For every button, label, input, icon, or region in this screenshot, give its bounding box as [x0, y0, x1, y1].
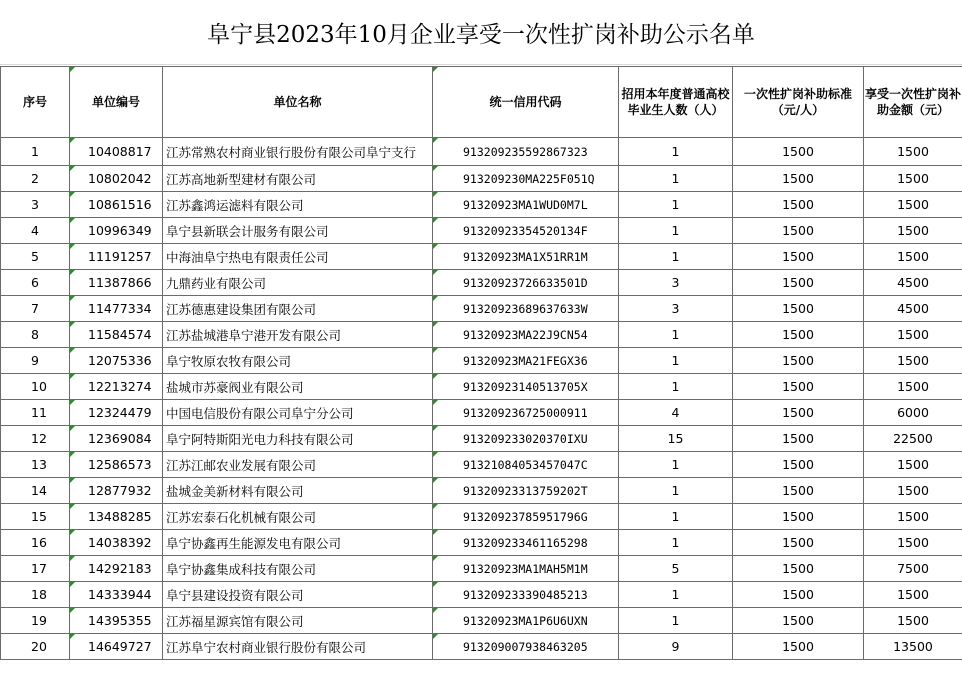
cell-credit[interactable]: 91320923785951796G	[433, 504, 619, 530]
cell-code[interactable]: 10802042	[70, 166, 163, 192]
cell-credit[interactable]: 913209230MA225F051Q	[433, 166, 619, 192]
cell-credit[interactable]: 91320923559286732З	[433, 138, 619, 166]
cell-standard[interactable]: 1500	[733, 400, 864, 426]
header-name[interactable]: 单位名称	[163, 67, 433, 138]
cell-count[interactable]: 9	[619, 634, 733, 660]
header-no[interactable]: 序号	[1, 67, 70, 138]
cell-name[interactable]: 江苏宏泰石化机械有限公司	[163, 504, 433, 530]
cell-credit[interactable]: 91320923MA1X51RR1M	[433, 244, 619, 270]
cell-name[interactable]: 江苏阜宁农村商业银行股份有限公司	[163, 634, 433, 660]
cell-credit[interactable]: 91321084053457047C	[433, 452, 619, 478]
cell-code[interactable]: 14292183	[70, 556, 163, 582]
cell-name[interactable]: 阜宁协鑫再生能源发电有限公司	[163, 530, 433, 556]
cell-amount[interactable]: 1500	[864, 504, 962, 530]
table-row	[1, 218, 962, 244]
cell-code[interactable]: 12369084	[70, 426, 163, 452]
cell-no[interactable]: 7	[1, 296, 70, 322]
cell-no[interactable]: 4	[1, 218, 70, 244]
cell-credit[interactable]: 913209233461165298	[433, 530, 619, 556]
cell-count[interactable]: 1	[619, 192, 733, 218]
cell-code[interactable]: 11477334	[70, 296, 163, 322]
cell-amount[interactable]: 1500	[864, 244, 962, 270]
header-count[interactable]: 招用本年度普通高校毕业生人数（人）	[619, 67, 733, 138]
cell-credit[interactable]: 913209233545201З4F	[433, 218, 619, 244]
cell-standard[interactable]: 1500	[733, 322, 864, 348]
table-row	[1, 166, 962, 192]
cell-amount[interactable]: 1500	[864, 452, 962, 478]
cell-no[interactable]: 1	[1, 138, 70, 166]
cell-code[interactable]: 12213274	[70, 374, 163, 400]
cell-amount[interactable]: 7500	[864, 556, 962, 582]
cell-name[interactable]: 中海油阜宁热电有限责任公司	[163, 244, 433, 270]
cell-standard[interactable]: 1500	[733, 478, 864, 504]
cell-no[interactable]: 11	[1, 400, 70, 426]
cell-credit[interactable]: 91320923313759202T	[433, 478, 619, 504]
cell-count[interactable]: 4	[619, 400, 733, 426]
table-row	[1, 270, 962, 296]
cell-name[interactable]: 九鼎药业有限公司	[163, 270, 433, 296]
cell-code[interactable]: 10996349	[70, 218, 163, 244]
cell-name[interactable]: 江苏常熟农村商业银行股份有限公司阜宁支行	[163, 138, 433, 166]
cell-count[interactable]: 3	[619, 270, 733, 296]
table-row	[1, 608, 962, 634]
cell-no[interactable]: 5	[1, 244, 70, 270]
cell-no[interactable]: 3	[1, 192, 70, 218]
cell-count[interactable]: 1	[619, 478, 733, 504]
cell-credit[interactable]: 91320923726633501D	[433, 270, 619, 296]
cell-standard[interactable]: 1500	[733, 244, 864, 270]
cell-name[interactable]: 江苏江邮农业发展有限公司	[163, 452, 433, 478]
cell-amount[interactable]: 4500	[864, 296, 962, 322]
cell-count[interactable]: 1	[619, 348, 733, 374]
cell-amount[interactable]: 1500	[864, 530, 962, 556]
cell-amount[interactable]: 1500	[864, 322, 962, 348]
table-row	[1, 192, 962, 218]
cell-amount[interactable]: 1500	[864, 608, 962, 634]
cell-credit[interactable]: 91320923140513705X	[433, 374, 619, 400]
cell-standard[interactable]: 1500	[733, 556, 864, 582]
cell-name[interactable]: 盐城金美新材料有限公司	[163, 478, 433, 504]
cell-no[interactable]: 9	[1, 348, 70, 374]
table-row	[1, 244, 962, 270]
cell-standard[interactable]: 1500	[733, 296, 864, 322]
table-row	[1, 478, 962, 504]
cell-no[interactable]: 2	[1, 166, 70, 192]
cell-code[interactable]: 11387866	[70, 270, 163, 296]
cell-no[interactable]: 12	[1, 426, 70, 452]
cell-name[interactable]: 江苏高地新型建材有限公司	[163, 166, 433, 192]
cell-name[interactable]: 阜宁牧原农牧有限公司	[163, 348, 433, 374]
cell-standard[interactable]: 1500	[733, 504, 864, 530]
cell-code[interactable]: 14038392	[70, 530, 163, 556]
cell-no[interactable]: 14	[1, 478, 70, 504]
cell-credit[interactable]: 91320923MA1MAH5M1M	[433, 556, 619, 582]
cell-standard[interactable]: 1500	[733, 270, 864, 296]
cell-code[interactable]: 12324479	[70, 400, 163, 426]
cell-credit[interactable]: 913209233390485213	[433, 582, 619, 608]
table-row	[1, 504, 962, 530]
table-row	[1, 374, 962, 400]
cell-standard[interactable]: 1500	[733, 582, 864, 608]
table-row	[1, 452, 962, 478]
cell-code[interactable]: 14395355	[70, 608, 163, 634]
table-row	[1, 348, 962, 374]
cell-name[interactable]: 中国电信股份有限公司阜宁分公司	[163, 400, 433, 426]
cell-amount[interactable]: 1500	[864, 218, 962, 244]
cell-name[interactable]: 江苏福星源宾馆有限公司	[163, 608, 433, 634]
table-row	[1, 322, 962, 348]
cell-code[interactable]: 12877932	[70, 478, 163, 504]
cell-amount[interactable]: 1500	[864, 478, 962, 504]
cell-credit[interactable]: 913209007938463205	[433, 634, 619, 660]
cell-count[interactable]: 1	[619, 138, 733, 166]
table-row	[1, 530, 962, 556]
cell-credit[interactable]: 913209236725000911	[433, 400, 619, 426]
table-row	[1, 582, 962, 608]
table-row	[1, 296, 962, 322]
subsidy-table	[0, 66, 962, 660]
cell-count[interactable]: 1	[619, 504, 733, 530]
cell-name[interactable]: 江苏德惠建设集团有限公司	[163, 296, 433, 322]
cell-amount[interactable]: 1500	[864, 348, 962, 374]
cell-standard[interactable]: 1500	[733, 426, 864, 452]
header-standard[interactable]: 一次性扩岗补助标准（元/人）	[733, 67, 864, 138]
header-amount[interactable]: 享受一次性扩岗补助金额（元）	[864, 67, 962, 138]
table-row	[1, 426, 962, 452]
cell-count[interactable]: 1	[619, 244, 733, 270]
cell-no[interactable]: 6	[1, 270, 70, 296]
cell-count[interactable]: 1	[619, 322, 733, 348]
cell-count[interactable]: 1	[619, 166, 733, 192]
cell-count[interactable]: 5	[619, 556, 733, 582]
cell-standard[interactable]: 1500	[733, 192, 864, 218]
cell-no[interactable]: 8	[1, 322, 70, 348]
header-row	[1, 67, 962, 138]
cell-standard[interactable]: 1500	[733, 348, 864, 374]
cell-standard[interactable]: 1500	[733, 634, 864, 660]
cell-no[interactable]: 16	[1, 530, 70, 556]
cell-name[interactable]: 阜宁县建设投资有限公司	[163, 582, 433, 608]
cell-code[interactable]: 12075336	[70, 348, 163, 374]
header-code[interactable]: 单位编号	[70, 67, 163, 138]
cell-code[interactable]: 14333944	[70, 582, 163, 608]
cell-code[interactable]: 13488285	[70, 504, 163, 530]
cell-credit[interactable]: 91320923MA1WUD0M7L	[433, 192, 619, 218]
cell-code[interactable]: 14649727	[70, 634, 163, 660]
cell-no[interactable]: 10	[1, 374, 70, 400]
cell-count[interactable]: 15	[619, 426, 733, 452]
cell-no[interactable]: 20	[1, 634, 70, 660]
cell-credit[interactable]: 91320923MA21FEGX36	[433, 348, 619, 374]
cell-no[interactable]: 13	[1, 452, 70, 478]
table-row	[1, 138, 962, 166]
table-row	[1, 400, 962, 426]
table-row	[1, 556, 962, 582]
cell-count[interactable]: 1	[619, 452, 733, 478]
cell-code[interactable]: 10408817	[70, 138, 163, 166]
cell-credit[interactable]: 91320923689637633W	[433, 296, 619, 322]
page-title: 阜宁县2023年10月企业享受一次性扩岗补助公示名单	[207, 22, 755, 48]
cell-code[interactable]: 11191257	[70, 244, 163, 270]
cell-standard[interactable]: 1500	[733, 608, 864, 634]
cell-count[interactable]: 3	[619, 296, 733, 322]
cell-amount[interactable]: 22500	[864, 426, 962, 452]
cell-amount[interactable]: 13500	[864, 634, 962, 660]
cell-amount[interactable]: 1500	[864, 166, 962, 192]
cell-name[interactable]: 阜宁协鑫集成科技有限公司	[163, 556, 433, 582]
cell-credit[interactable]: 913209233020370IXU	[433, 426, 619, 452]
cell-count[interactable]: 1	[619, 582, 733, 608]
cell-amount[interactable]: 1500	[864, 374, 962, 400]
cell-no[interactable]: 17	[1, 556, 70, 582]
cell-standard[interactable]: 1500	[733, 166, 864, 192]
cell-count[interactable]: 1	[619, 374, 733, 400]
cell-standard[interactable]: 1500	[733, 218, 864, 244]
cell-no[interactable]: 15	[1, 504, 70, 530]
cell-no[interactable]: 18	[1, 582, 70, 608]
cell-name[interactable]: 盐城市苏豪阀业有限公司	[163, 374, 433, 400]
cell-amount[interactable]: 1500	[864, 138, 962, 166]
cell-name[interactable]: 阜宁县新联会计服务有限公司	[163, 218, 433, 244]
cell-amount[interactable]: 4500	[864, 270, 962, 296]
cell-name[interactable]: 江苏盐城港阜宁港开发有限公司	[163, 322, 433, 348]
cell-code[interactable]: 11584574	[70, 322, 163, 348]
cell-credit[interactable]: 91320923MA22J9CN54	[433, 322, 619, 348]
cell-count[interactable]: 1	[619, 218, 733, 244]
title-divider	[0, 64, 962, 65]
cell-count[interactable]: 1	[619, 608, 733, 634]
cell-standard[interactable]: 1500	[733, 530, 864, 556]
cell-amount[interactable]: 1500	[864, 192, 962, 218]
cell-name[interactable]: 江苏鑫鸿运滤料有限公司	[163, 192, 433, 218]
cell-amount[interactable]: 1500	[864, 582, 962, 608]
cell-amount[interactable]: 6000	[864, 400, 962, 426]
cell-standard[interactable]: 1500	[733, 452, 864, 478]
cell-standard[interactable]: 1500	[733, 374, 864, 400]
cell-standard[interactable]: 1500	[733, 138, 864, 166]
cell-count[interactable]: 1	[619, 530, 733, 556]
table-row	[1, 634, 962, 660]
cell-code[interactable]: 12586573	[70, 452, 163, 478]
cell-name[interactable]: 阜宁阿特斯阳光电力科技有限公司	[163, 426, 433, 452]
cell-credit[interactable]: 91320923MA1P6U6UXN	[433, 608, 619, 634]
cell-code[interactable]: 10861516	[70, 192, 163, 218]
cell-no[interactable]: 19	[1, 608, 70, 634]
header-credit[interactable]: 统一信用代码	[433, 67, 619, 138]
